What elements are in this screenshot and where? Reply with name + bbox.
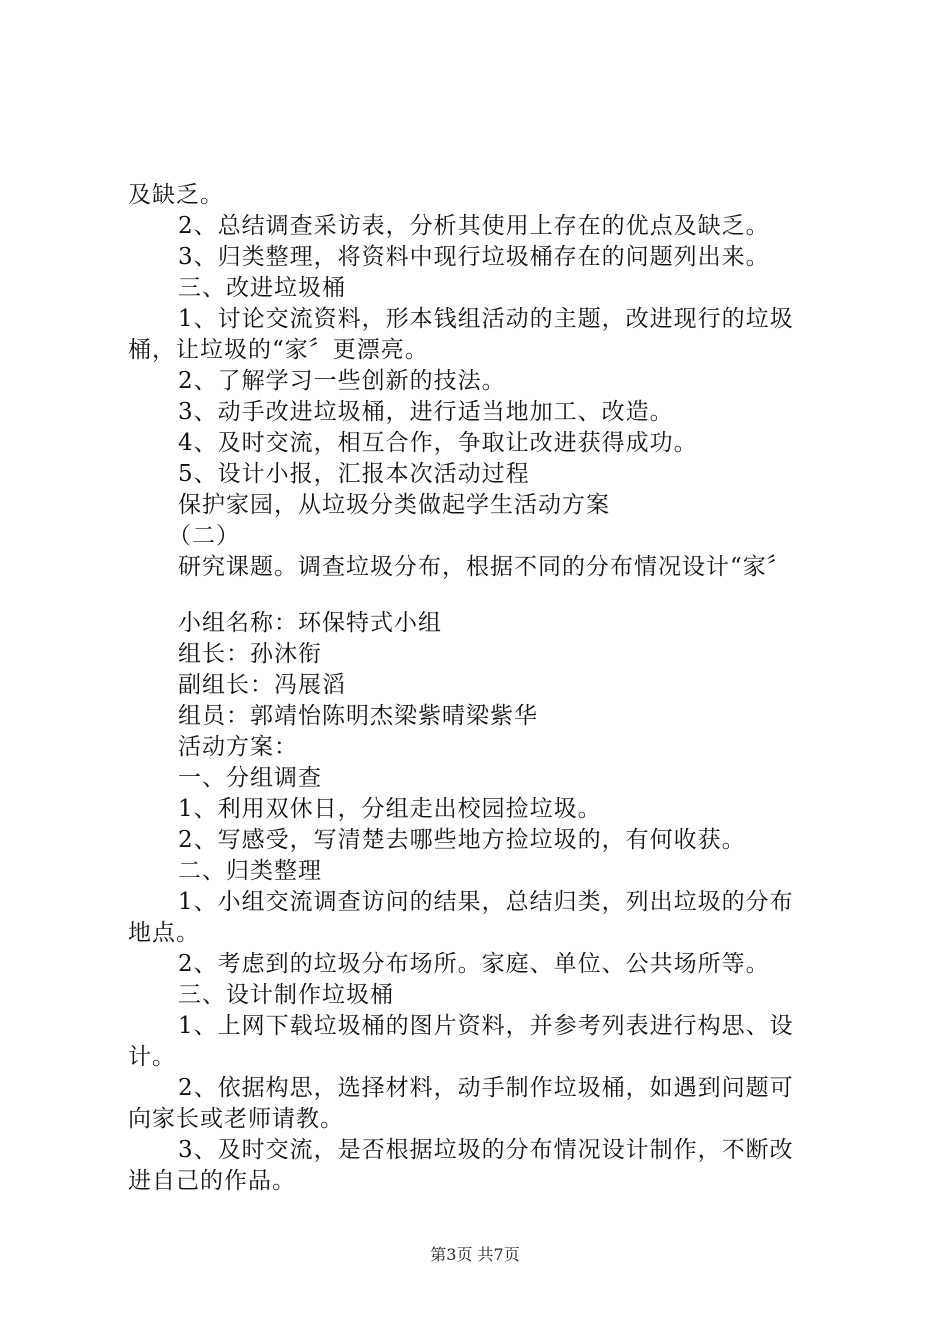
section-heading: 一、分组调查 [178, 765, 322, 791]
text-line: 2、依据构思，选择材料，动手制作垃圾桶，如遇到问题可 [178, 1075, 794, 1101]
text-line: 桶，让垃圾的“家〞更漂亮。 [128, 337, 429, 363]
text-line: 2、写感受，写清楚去哪些地方捡垃圾的，有何收获。 [178, 827, 746, 853]
text-line: 3、归类整理，将资料中现行垃圾桶存在的问题列出来。 [178, 244, 770, 270]
text-line: 向家长或老师请教。 [128, 1106, 344, 1132]
text-line: 5、设计小报，汇报本次活动过程 [178, 461, 530, 487]
text-line: 进自己的作品。 [128, 1168, 296, 1194]
text-line: 及缺乏。 [128, 182, 224, 208]
group-members: 组员：郭靖怡陈明杰梁紫晴梁紫华 [178, 703, 538, 729]
section-heading: 三、设计制作垃圾桶 [178, 982, 394, 1008]
document-subtitle: （二） [168, 523, 240, 549]
deputy-leader: 副组长：冯展滔 [178, 672, 346, 698]
text-line: 地点。 [128, 920, 200, 946]
research-topic: 研究课题。调查垃圾分布，根据不同的分布情况设计“家〞 [178, 554, 791, 580]
section-heading: 三、改进垃圾桶 [178, 275, 346, 301]
group-name: 小组名称：环保特式小组 [178, 610, 442, 636]
text-line: 4、及时交流，相互合作，争取让改进获得成功。 [178, 430, 698, 456]
text-line: 3、动手改进垃圾桶，进行适当地加工、改造。 [178, 399, 674, 425]
text-line: 2、考虑到的垃圾分布场所。家庭、单位、公共场所等。 [178, 951, 770, 977]
text-line: 计。 [128, 1044, 176, 1070]
text-line: 1、利用双休日，分组走出校园捡垃圾。 [178, 796, 602, 822]
section-heading: 二、归类整理 [178, 858, 322, 884]
text-line: 1、讨论交流资料，形本钱组活动的主题，改进现行的垃圾 [178, 306, 794, 332]
text-line: 1、小组交流调查访问的结果，总结归类，列出垃圾的分布 [178, 889, 794, 915]
document-title: 保护家园，从垃圾分类做起学生活动方案 [178, 492, 610, 518]
page-number: 第3页 共7页 [430, 1245, 520, 1264]
group-leader: 组长：孙沐衔 [178, 641, 322, 667]
text-line: 3、及时交流，是否根据垃圾的分布情况设计制作，不断改 [178, 1137, 794, 1163]
text-line: 1、上网下载垃圾桶的图片资料，并参考列表进行构思、设 [178, 1013, 794, 1039]
text-line: 2、总结调查采访表，分析其使用上存在的优点及缺乏。 [178, 213, 770, 239]
plan-label: 活动方案： [178, 734, 298, 760]
text-line: 2、了解学习一些创新的技法。 [178, 368, 506, 394]
